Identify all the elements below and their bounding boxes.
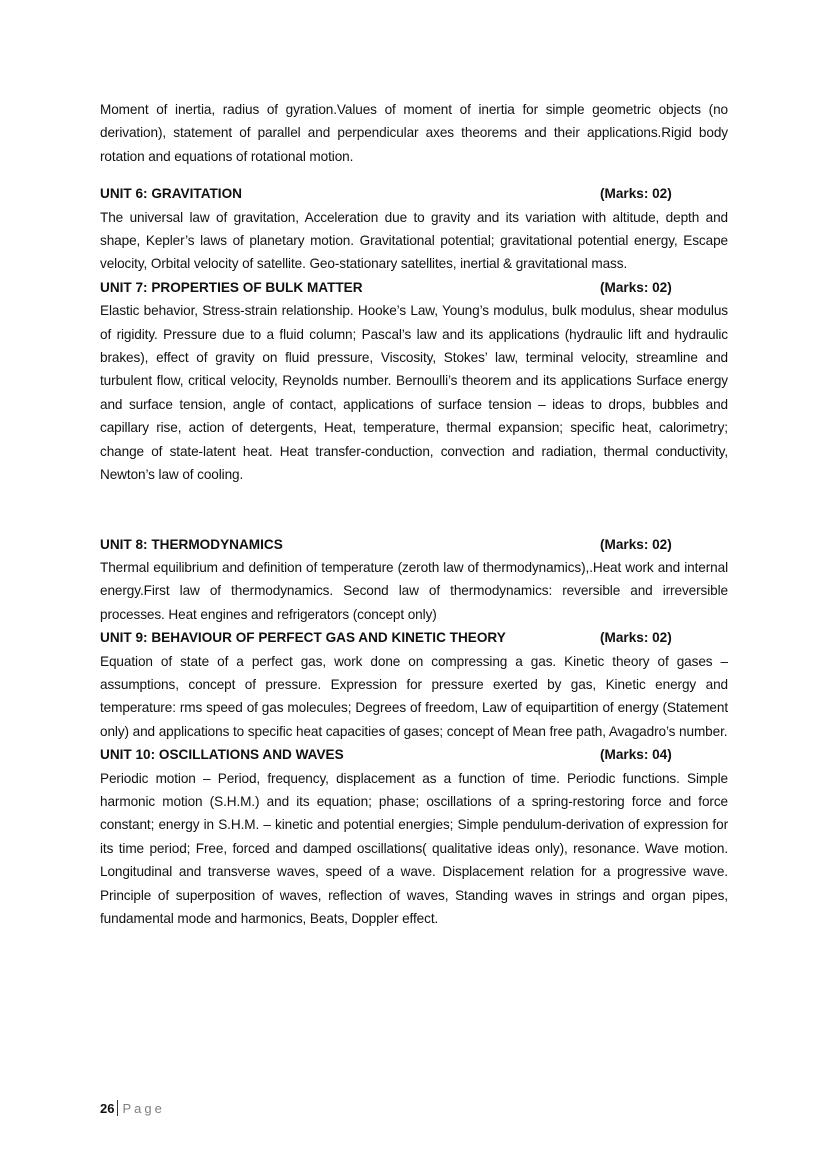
unit-marks: (Marks: 02) bbox=[600, 536, 672, 552]
unit-marks: (Marks: 04) bbox=[600, 747, 672, 763]
unit-section-7 bbox=[100, 276, 728, 487]
page-label: Page bbox=[122, 1100, 165, 1116]
page-footer bbox=[100, 1100, 165, 1116]
unit-heading bbox=[100, 182, 728, 205]
unit-marks: (Marks: 02) bbox=[600, 186, 672, 202]
unit-heading bbox=[100, 533, 728, 556]
intro-paragraph: Moment of inertia, radius of gyration.Values of moment of inertia for simple geometric objects (no derivation), statement of parallel and perpendicular axes theorems and their applications.Rigid body rotation and equations of rotational motion. bbox=[100, 102, 728, 164]
unit-title: UNIT 7: PROPERTIES OF BULK MATTER bbox=[100, 279, 363, 295]
unit-body: Elastic behavior, Stress-strain relationship. Hooke’s Law, Young’s modulus, bulk modulus, shear modulus of rigidity. Pressure due to a fluid column; Pascal’s law and its applications (hydraulic lift and hydraulic brakes), effect of gravity on fluid pressure, Viscosity, Stokes’ law, terminal velocity, streamline and turbulent flow, critical velocity, Reynolds number. Bernoulli’s theorem and its applications Surface energy and surface tension, angle of contact, applications of surface tension – ideas to drops, bubbles and capillary rise, action of detergents, Heat, temperature, thermal expansion; specific heat, calorimetry; change of state-latent heat. Heat transfer-conduction, convection and radiation, thermal conductivity, Newton’s law of cooling. bbox=[100, 303, 728, 483]
unit-body: Thermal equilibrium and definition of temperature (zeroth law of thermodynamics),.Heat work and internal energy.First law of thermodynamics. Second law of thermodynamics: reversible and irreversible processes. Heat engines and refrigerators (concept only) bbox=[100, 559, 728, 622]
unit-body: Equation of state of a perfect gas, work done on compressing a gas. Kinetic theory of gases – assumptions, concept of pressure. Expression for pressure exerted by gas, Kinetic energy and temperature: rms speed of gas molecules; Degrees of freedom, Law of equipartition of energy (Statement only) and applications to specific heat capacities of gases; concept of Mean free path, Avagadro’s number. bbox=[100, 653, 728, 739]
unit-marks: (Marks: 02) bbox=[600, 279, 672, 295]
footer-divider bbox=[117, 1100, 118, 1116]
unit-heading bbox=[100, 626, 728, 649]
unit-heading bbox=[100, 743, 728, 766]
unit-title: UNIT 8: THERMODYNAMICS bbox=[100, 536, 283, 552]
unit-title: UNIT 6: GRAVITATION bbox=[100, 186, 242, 202]
unit-heading bbox=[100, 276, 728, 299]
unit-section-10 bbox=[100, 743, 728, 930]
unit-body: The universal law of gravitation, Acceleration due to gravity and its variation with altitude, depth and shape, Kepler’s laws of planetary motion. Gravitational potential; gravitational potential energy, Escape velocity, Orbital velocity of satellite. Geo-stationary satellites, inertial & gravitational mass. bbox=[100, 209, 728, 272]
page-number: 26 bbox=[100, 1100, 115, 1116]
spacer bbox=[100, 168, 728, 182]
spacer bbox=[100, 487, 728, 533]
unit-title: UNIT 10: OSCILLATIONS AND WAVES bbox=[100, 747, 344, 763]
unit-body: Periodic motion – Period, frequency, displacement as a function of time. Periodic functions. Simple harmonic motion (S.H.M.) and its equation; phase; oscillations of a spring-restoring force and force constant; energy in S.H.M. – kinetic and potential energies; Simple pendulum-derivation of expression for its time period; Free, forced and damped oscillations( qualitative ideas only), resonance. Wave motion. Longitudinal and transverse waves, speed of a wave. Displacement relation for a progressive wave. Principle of superposition of waves, reflection of waves, Standing waves in strings and organ pipes, fundamental mode and harmonics, Beats, Doppler effect. bbox=[100, 770, 728, 926]
document-body bbox=[100, 98, 728, 930]
unit-section-9 bbox=[100, 626, 728, 743]
unit-section-6 bbox=[100, 182, 728, 276]
unit-marks: (Marks: 02) bbox=[600, 630, 672, 646]
unit-title: UNIT 9: BEHAVIOUR OF PERFECT GAS AND KINETIC THEORY bbox=[100, 630, 506, 646]
unit-section-8 bbox=[100, 533, 728, 627]
